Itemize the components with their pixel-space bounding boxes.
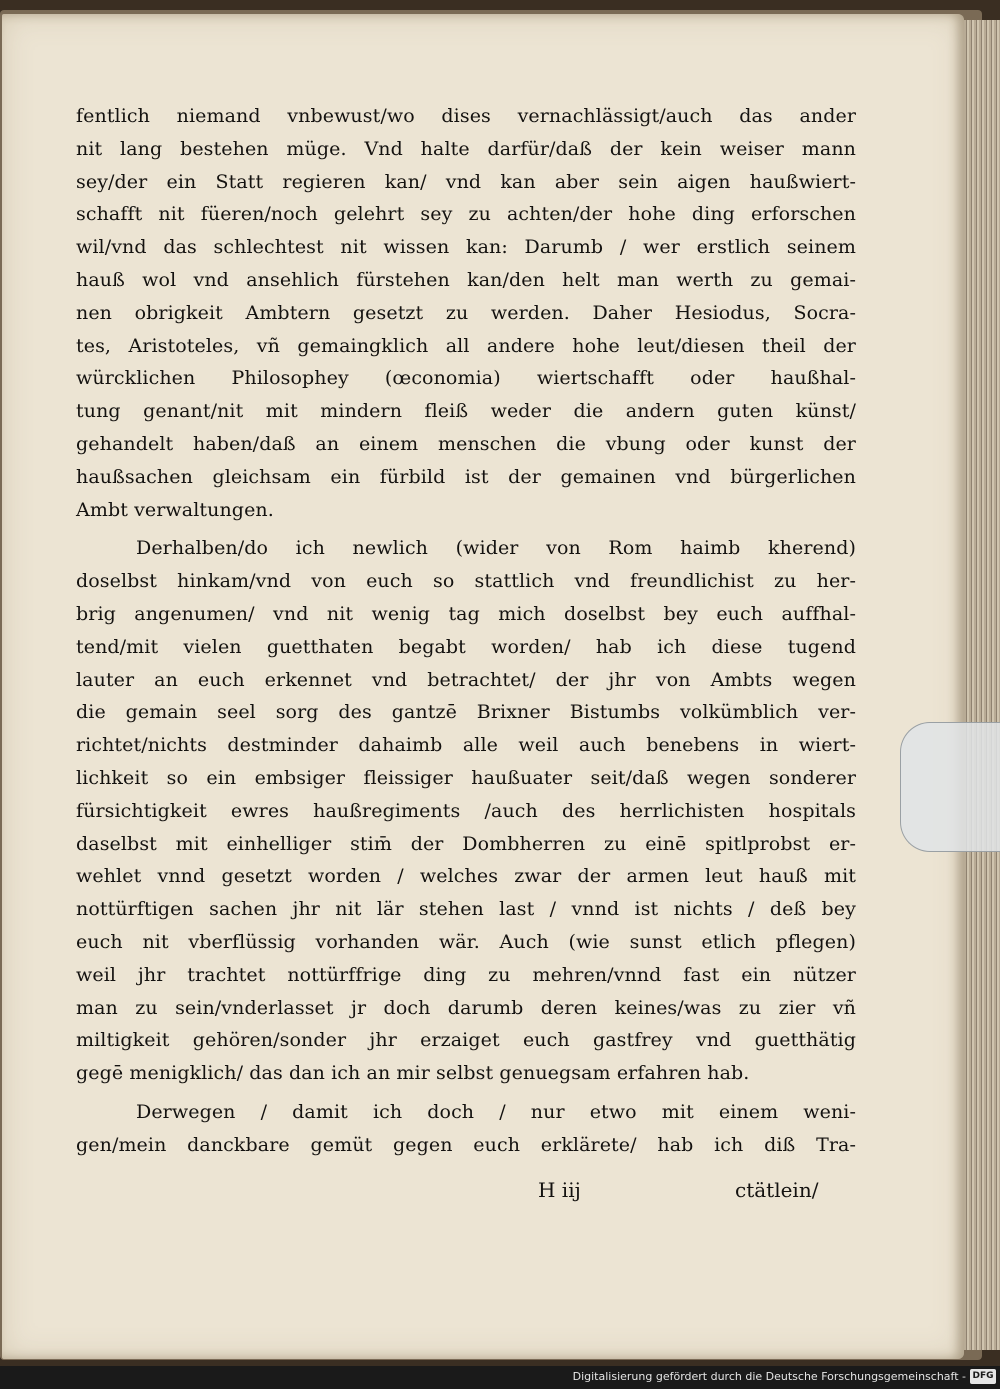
- catchword: ctätlein/: [735, 1178, 819, 1202]
- text-line: nen obrigkeit Ambtern gesetzt zu werden. Daher Hesiodus, Socra-: [76, 301, 856, 324]
- text-line: wil/vnd das schlechtest nit wissen kan: Darumb / wer erstlich seinem: [76, 236, 856, 259]
- text-line: man zu sein/vnderlasset jr doch darumb deren keines/was zu zier vñ: [76, 996, 856, 1019]
- text-line: schafft nit füeren/noch gelehrt sey zu achten/der hohe ding erforschen: [76, 203, 856, 226]
- text-line: weil jhr trachtet nottürffrige ding zu mehren/vnnd fast ein nützer: [76, 963, 856, 986]
- text-line: nit lang bestehen müge. Vnd halte darfür/daß der kein weiser mann: [76, 137, 856, 160]
- page-stack-edge: [964, 20, 1000, 1350]
- page-text: [76, 100, 856, 1162]
- text-line: sey/der ein Statt regieren kan/ vnd kan aber sein aigen haußwiert-: [76, 170, 856, 193]
- text-line: nottürftigen sachen jhr nit lär stehen last / vnnd ist nichts / deß bey: [76, 898, 856, 921]
- text-line: tung genant/nit mit mindern fleiß weder die andern guten künst/: [76, 400, 856, 423]
- dfg-logo: DFG: [970, 1369, 996, 1384]
- text-line: gen/mein danckbare gemüt gegen euch erklärete/ hab ich diß Tra-: [76, 1133, 856, 1156]
- text-line: tend/mit vielen guetthaten begabt worden/ hab ich diese tugend: [76, 635, 856, 658]
- text-line: lichkeit so ein embsiger fleissiger haußuater seit/daß wegen sonderer: [76, 766, 856, 789]
- text-line: brig angenumen/ vnd nit wenig tag mich doselbst bey euch auffhal-: [76, 602, 856, 625]
- text-line: euch nit vberflüssig vorhanden wär. Auch (wie sunst etlich pflegen): [76, 930, 856, 953]
- text-line: daselbst mit einhelliger stim̄ der Dombherren zu einē spitlprobst er-: [76, 832, 856, 855]
- credit-bar: [0, 1366, 1000, 1389]
- text-line: lauter an euch erkennet vnd betrachtet/ der jhr von Ambts wegen: [76, 668, 856, 691]
- text-line: tes, Aristoteles, vñ gemaingklich all andere hohe leut/diesen theil der: [76, 334, 856, 357]
- text-line: gehandelt haben/daß an einem menschen die vbung oder kunst der: [76, 432, 856, 455]
- page-footer: [0, 1178, 900, 1218]
- text-line: würcklichen Philosophey (œconomia) wiertschafft oder haußhal-: [76, 367, 856, 390]
- funding-credit: Digitalisierung gefördert durch die Deutsche Forschungsgemeinschaft -: [572, 1370, 966, 1383]
- text-line: die gemain seel sorg des gantzē Brixner Bistumbs volkümblich ver-: [76, 701, 856, 724]
- text-line: richtet/nichts destminder dahaimb alle weil auch benebens in wiert-: [76, 734, 856, 757]
- text-line: Ambt verwaltungen.: [76, 498, 274, 521]
- text-line: gegē menigklich/ das dan ich an mir selbst genuegsam erfahren hab.: [76, 1062, 750, 1085]
- text-line: miltigkeit gehören/sonder jhr erzaiget euch gastfrey vnd guetthätig: [76, 1029, 856, 1052]
- text-line: fürsichtigkeit ewres haußregiments /auch des herrlichisten hospitals: [76, 799, 856, 822]
- text-line: hauß wol vnd ansehlich fürstehen kan/den helt man werth zu gemai-: [76, 268, 856, 291]
- text-line: haußsachen gleichsam ein fürbild ist der gemainen vnd bürgerlichen: [76, 465, 856, 488]
- text-line: wehlet vnnd gesetzt worden / welches zwar der armen leut hauß mit: [76, 865, 856, 888]
- signature-mark: H iij: [538, 1178, 581, 1202]
- text-line: doselbst hinkam/vnd von euch so stattlich vnd freundlichist zu her-: [76, 570, 856, 593]
- text-line: fentlich niemand vnbewust/wo dises vernachlässigt/auch das ander: [76, 105, 856, 127]
- text-line: Derhalben/do ich newlich (wider von Rom haimb kherend): [136, 537, 856, 560]
- text-line: Derwegen / damit ich doch / nur etwo mit einem weni-: [136, 1100, 856, 1123]
- bookmark-tab: [900, 722, 1000, 852]
